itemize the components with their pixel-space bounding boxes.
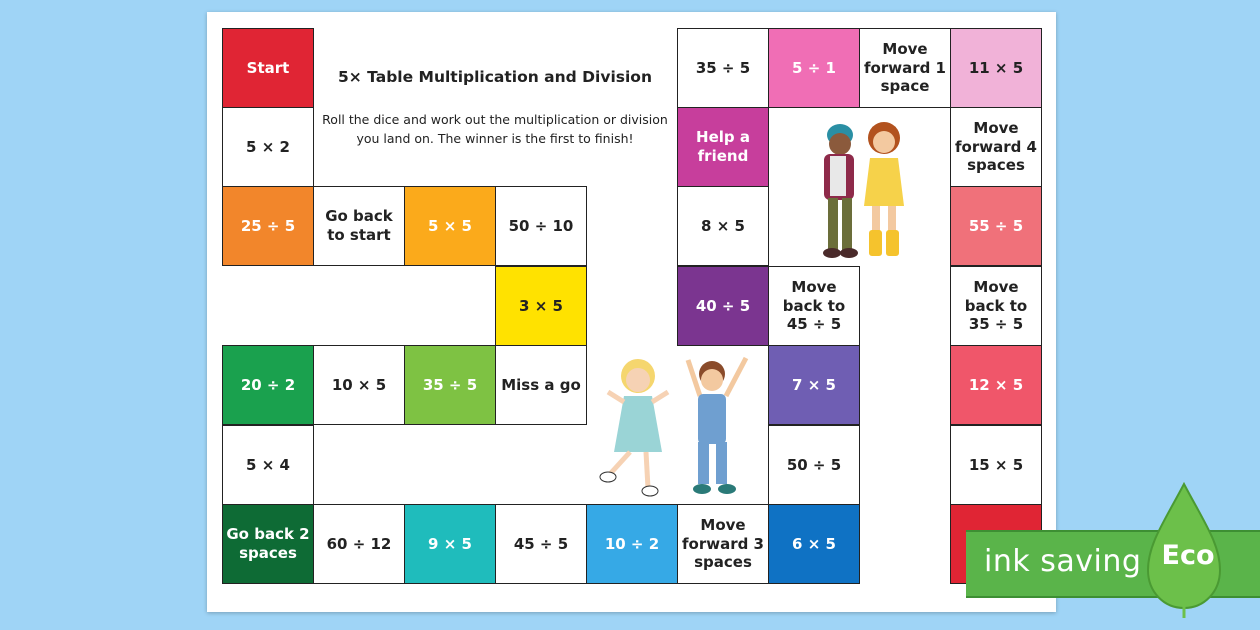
board-cell: 35 ÷ 5: [677, 28, 769, 108]
board-cell-start: Start: [222, 28, 314, 108]
board-cell: Move forward 3 spaces: [677, 504, 769, 584]
board-cell: Move back to 35 ÷ 5: [950, 266, 1042, 346]
instructions-text: Roll the dice and work out the multiplication or division you land on. The winner is the first to finish!: [322, 112, 668, 147]
board-cell: 9 × 5: [404, 504, 496, 584]
board-cell: 60 ÷ 12: [313, 504, 405, 584]
board-cell: 55 ÷ 5: [950, 186, 1042, 266]
board-cell: Go back 2 spaces: [222, 504, 314, 584]
board-cell: 3 × 5: [495, 266, 587, 346]
board-cell: 15 × 5: [950, 425, 1042, 505]
board-cell: 12 × 5: [950, 345, 1042, 425]
board-cell: 5 ÷ 1: [768, 28, 860, 108]
board-cell: 50 ÷ 5: [768, 425, 860, 505]
board-cell: 10 × 5: [313, 345, 405, 425]
board-cell: Miss a go: [495, 345, 587, 425]
board-cell: 10 ÷ 2: [586, 504, 678, 584]
board-cell: Move forward 4 spaces: [950, 107, 1042, 187]
children-illustration-top: [800, 110, 920, 265]
eco-banner-label: ink saving: [984, 544, 1142, 579]
board-cell: 25 ÷ 5: [222, 186, 314, 266]
board-cell: Help a friend: [677, 107, 769, 187]
board-cell: 6 × 5: [768, 504, 860, 584]
children-illustration-bottom: [596, 352, 766, 500]
board-cell: 5 × 4: [222, 425, 314, 505]
board-cell: 50 ÷ 10: [495, 186, 587, 266]
board-cell: 8 × 5: [677, 186, 769, 266]
board-cell: 35 ÷ 5: [404, 345, 496, 425]
board-cell: 45 ÷ 5: [495, 504, 587, 584]
board-cell: 5 × 2: [222, 107, 314, 187]
board-cell: 11 × 5: [950, 28, 1042, 108]
page-title: 5× Table Multiplication and Division: [338, 68, 652, 86]
board-cell: 20 ÷ 2: [222, 345, 314, 425]
board-cell: 5 × 5: [404, 186, 496, 266]
eco-badge-label: Eco: [1161, 540, 1215, 571]
board-cell: 7 × 5: [768, 345, 860, 425]
board-cell: Go back to start: [313, 186, 405, 266]
board-cell: Move back to 45 ÷ 5: [768, 266, 860, 346]
board-cell: 40 ÷ 5: [677, 266, 769, 346]
board-cell: Move forward 1 space: [859, 28, 951, 108]
